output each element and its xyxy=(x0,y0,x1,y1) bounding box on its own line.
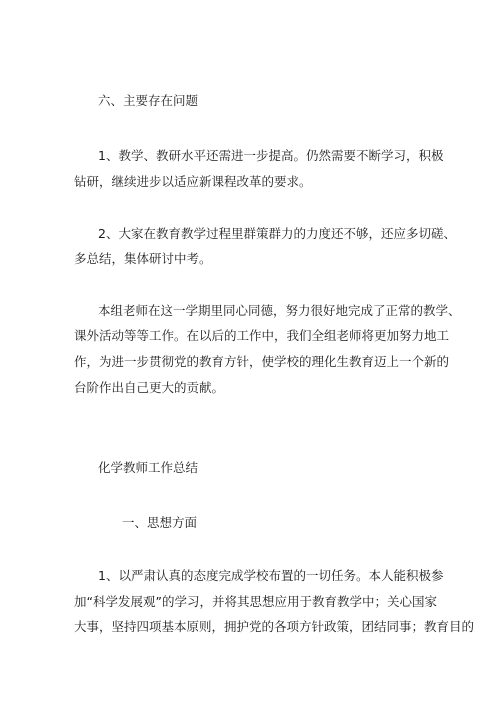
item-1-line-3: 大事，坚持四项基本原则，拥护党的各项方针政策，团结同事；教育目的 xyxy=(74,619,475,634)
second-title: 化学教师工作总结 xyxy=(98,460,199,475)
closing-paragraph-line-3: 作，为进一步贯彻党的教育方针，使学校的理化生教育迈上一个新的 xyxy=(74,354,450,369)
closing-paragraph-line-1: 本组老师在这一学期里同心同德，努力很好地完成了正常的教学、 xyxy=(98,303,461,318)
section-one-heading: 一、思想方面 xyxy=(122,515,198,530)
closing-paragraph-line-2: 课外活动等等工作。在以后的工作中，我们全组老师将更加努力地工 xyxy=(74,328,450,343)
section-six-heading: 六、主要存在问题 xyxy=(98,93,199,108)
item-1-line-2: 加“科学发展观”的学习，并将其思想应用于教育教学中；关心国家 xyxy=(74,594,437,609)
item-1-line-1: 1、以严肃认真的态度完成学校布置的一切任务。本人能积极参 xyxy=(98,568,444,583)
problem-1-line-2: 钻研，继续进步以适应新课程改革的要求。 xyxy=(74,174,312,189)
closing-paragraph-line-4: 台阶作出自己更大的贡献。 xyxy=(74,380,225,395)
problem-1-line-1: 1、教学、教研水平还需进一步提高。仍然需要不断学习，积极 xyxy=(98,148,444,163)
problem-2-line-2: 多总结，集体研讨中考。 xyxy=(74,251,212,266)
problem-2-line-1: 2、大家在教育教学过程里群策群力的力度还不够，还应多切磋、 xyxy=(98,226,456,241)
